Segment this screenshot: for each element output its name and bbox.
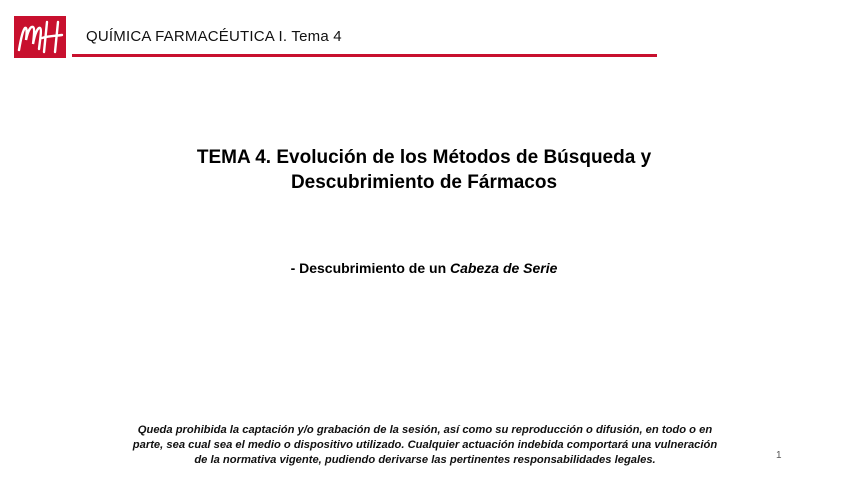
slide-title-line-1: TEMA 4. Evolución de los Métodos de Búsqueda y [196,147,652,168]
disclaimer-line-3: de la normativa vigente, pudiendo derivarse las pertinentes responsabilidades legales. [194,454,656,466]
subtitle-prefix: - Descubrimiento de un [290,260,451,276]
disclaimer-line-2: parte, sea cual sea el medio o dispositivo utilizado. Cualquier actuación indebida comportará una vulneración [132,439,718,451]
subtitle-italic-term: Cabeza de Serie [450,260,558,276]
mh-logo [14,16,66,58]
slide-subtitle [0,260,848,276]
mh-logo-graphic [14,16,66,58]
page-number: 1 [776,450,782,461]
slide-title-line-2: Descubrimiento de Fármacos [290,172,558,193]
header-title: QUÍMICA FARMACÉUTICA I. Tema 4 [86,28,342,45]
header-divider [72,54,657,57]
slide-title [0,145,848,195]
disclaimer-line-1: Queda prohibida la captación y/o grabación de la sesión, así como su reproducción o difusión, en todo o en [137,424,713,436]
legal-disclaimer [80,423,770,468]
